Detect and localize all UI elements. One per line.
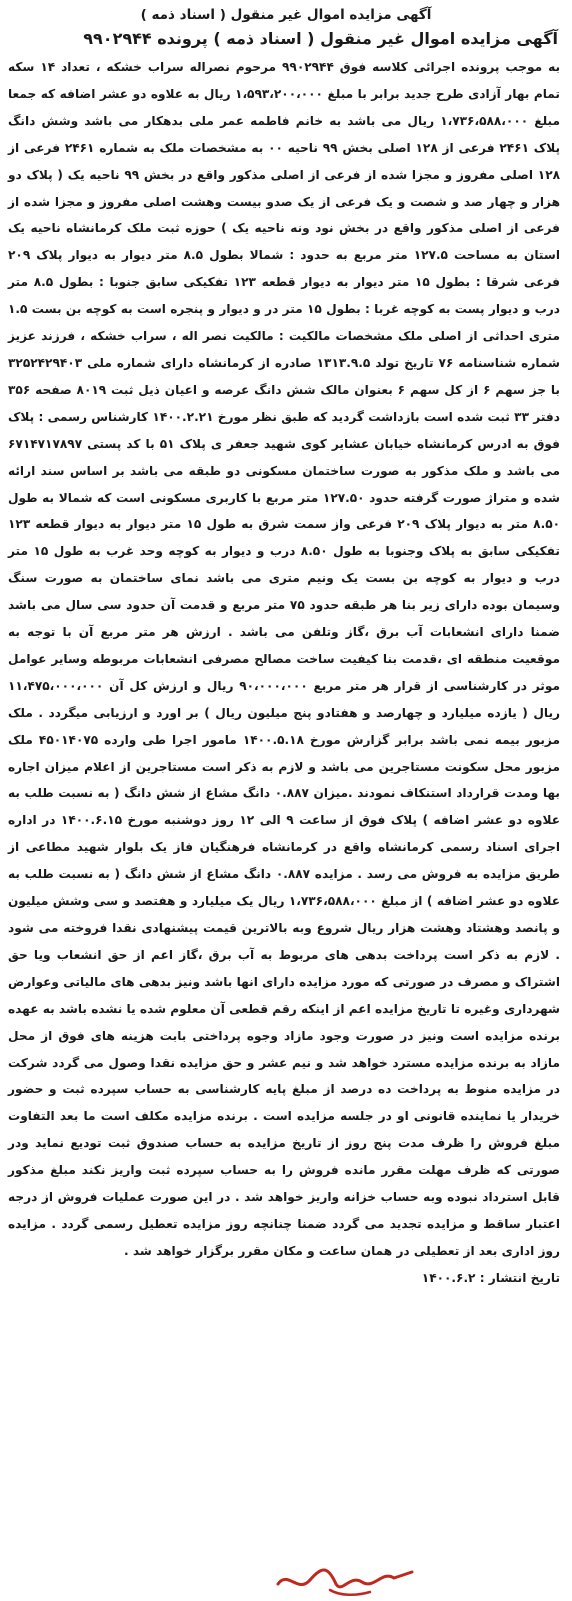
publication-date: تاریخ انتشار : ۱۴۰۰.۶.۲ bbox=[421, 1270, 560, 1285]
notice-body: به موجب پرونده اجرائی کلاسه فوق ۹۹۰۲۹۴۴ مرحوم نصراله سراب خشکه ، تعداد ۱۴ سکه تمام بهار آزادی طرح جدید برابر با مبلغ ۱،۵۹۳،۲۰۰،۰۰۰ ریال به علاوه دو عشر اضافه که جمعا مبلغ ۱،۷۳۶،۵۸۸،۰۰۰ ریال می باشد به خانم فاطمه عمر ملی بدهکار می باشد وشش دانگ پلاک ۲۴۶۱ فرعی از ۱۲۸ اصلی بخش ۹۹ ناحیه ۰۰ به مشخصات ملک به شماره ۲۴۶۱ فرعی از ۱۲۸ اصلی مفروز و مجزا شده از فرعی از اصلی مذکور واقع در بخش ۹۹ ناحیه یک ( پلاک دو هزار و چهار صد و شصت و یک فرعی از یک صدو بیست وهشت اصلی مفروز و مجزا شده از فرعی از اصلی مذکور واقع در بخش نود ونه ناحیه یک ) حوزه ثبت ملک کرمانشاه ناحیه یک استان به مساحت ۱۲۷.۵ متر مربع به حدود : شمالا بطول ۸.۵ متر دیوار به دیوار پلاک ۲۰۹ فرعی شرقا : بطول ۱۵ متر دیوار به دیوار قطعه ۱۲۳ تفکیکی سابق جنوبا : بطول ۸.۵ متر درب و دیوار پست به کوچه غربا : بطول ۱۵ متر در و دیوار و پنجره است به کوچه بن بست ۱.۵ متری احداثی از اصلی ملک مشخصات مالکیت : مالکیت نصر اله ، سراب خشکه ، فرزند عزیز شماره شناسنامه ۷۶ تاریخ تولد ۱۳۱۳.۹.۵ صادره از کرمانشاه دارای شماره ملی ۳۲۵۲۴۲۹۴۰۳ با جز سهم ۶ از کل سهم ۶ بعنوان مالک شش دانگ عرصه و اعیان ذیل ثبت ۸۰۱۹ صفحه ۳۵۶ دفتر ۳۳ ثبت شده است بازداشت گردید که طبق نظر مورخ ۱۴۰۰.۲.۲۱ کارشناس رسمی : پلاک فوق به ادرس کرمانشاه خیابان عشایر کوی شهید جعفر ی پلاک ۵۱ با کد پستی ۶۷۱۴۷۱۷۸۹۷ می باشد و ملک مذکور به صورت ساختمان مسکونی دو طبقه می باشد بر اساس سند ارائه شده و متراژ صورت گرفته حدود ۱۲۷.۵۰ متر مربع با کاربری مسکونی است که شمالا به طول ۸.۵۰ متر به دیوار پلاک ۲۰۹ فرعی واز سمت شرق به طول ۱۵ متر دیوار به دیوار قطعه ۱۲۳ تفکیکی سابق به پلاک وجنوبا به طول ۸.۵۰ درب و دیوار به کوچه وحد غرب به طول ۱۵ متر درب و دیوار به کوچه بن بست یک ونیم متری می باشد نمای ساختمان به صورت سنگ وسیمان بوده دارای زیر بنا هر طبقه حدود ۷۵ متر مربع و قدمت آن حدود سی سال می باشد ضمنا دارای انشعابات آب برق ،گاز وتلفن می باشد . ارزش هر متر مربع آن با توجه به موقعیت منطقه ای ،قدمت بنا کیفیت ساخت مصالح مصرفی انشعابات مربوطه وسایر عوامل موثر در کارشناسی از قرار هر متر مربع ۹۰،۰۰۰،۰۰۰ ریال و ارزش کل آن ۱۱،۴۷۵،۰۰۰،۰۰۰ ریال ( یازده میلیارد و چهارصد و هفتادو پنج میلیون ریال ) بر اورد و ارزیابی میگردد . ملک مزبور بیمه نمی باشد برابر گزارش مورخ ۱۴۰۰.۵.۱۸ مامور اجرا طی وارده ۴۵۰۱۴۰۷۵ ملک مزبور محل سکونت مستاجرین می باشد و لازم به ذکر است مستاجرین از اعلام میزان اجاره بها ومدت قرارداد استنکاف نمودند .میزان ۰.۸۸۷ دانگ مشاع از شش دانگ ( به نسبت طلب به علاوه دو عشر اضافه ) پلاک فوق از ساعت ۹ الی ۱۲ روز دوشنبه مورخ ۱۴۰۰.۶.۱۵ در اداره اجرای اسناد رسمی کرمانشاه واقع در کرمانشاه فرهنگیان فاز یک بلوار شهید مطاعی از طریق مزایده به فروش می رسد . مزایده ۰.۸۸۷ دانگ مشاع از شش دانگ ( به نسبت طلب به علاوه دو عشر اضافه ) از مبلغ ۱،۷۳۶،۵۸۸،۰۰۰ ریال یک میلیارد و هفتصد و سی وشش میلیون و پانصد وهشتاد وهشت هزار ریال شروع وبه بالاترین قیمت پیشنهادی نقدا فروخته می شود . لازم به ذکر است پرداخت بدهی های مربوط به آب برق ،گاز اعم از حق انشعاب ویا حق اشتراک و مصرف در صورتی که مورد مزایده دارای انها باشد ونیز بدهی های مالیاتی وعوارض شهرداری وغیره تا تاریخ مزایده اعم از اینکه رقم قطعی آن معلوم شده یا نشده باشد به عهده برنده مزایده است ونیز در صورت وجود مازاد وجوه پرداختی بابت هزینه های فوق از محل مازاد به برنده مزایده مسترد خواهد شد و نیم عشر و حق مزایده نقدا وصول می گردد شرکت در مزایده منوط به پرداخت ده درصد از مبلغ پایه کارشناسی به حساب سپرده ثبت و حضور خریدار یا نماینده قانونی او در جلسه مزایده است . برنده مزایده مکلف است ما بعد التفاوت مبلغ فروش را ظرف مدت پنج روز از تاریخ مزایده به حساب صندوق ثبت تودیع نماید ودر صورتی که ظرف مهلت مقرر مانده فروش را به حساب سپرده ثبت واریز نکند مبلغ مذکور قابل استرداد نبوده وبه حساب خزانه واریز خواهد شد . در این صورت عملیات فروش از درجه اعتبار ساقط و مزایده تجدید می گردد ضمنا چنانچه روز مزایده تعطیل رسمی گردد . مزایده روز اداری بعد از تعطیلی در همان ساعت و مکان مقرر برگزار خواهد شد . bbox=[8, 60, 561, 1258]
signature-scribble bbox=[270, 1560, 420, 1600]
handwritten-signature bbox=[270, 1560, 420, 1600]
notice-subtitle: آگهی مزایده اموال غیر منقول ( اسناد ذمه ) bbox=[140, 7, 432, 23]
notice-title: آگهی مزایده اموال غیر منقول ( اسناد ذمه ) پرونده ۹۹۰۲۹۴۴ bbox=[83, 29, 558, 48]
auction-notice bbox=[8, 4, 564, 1552]
